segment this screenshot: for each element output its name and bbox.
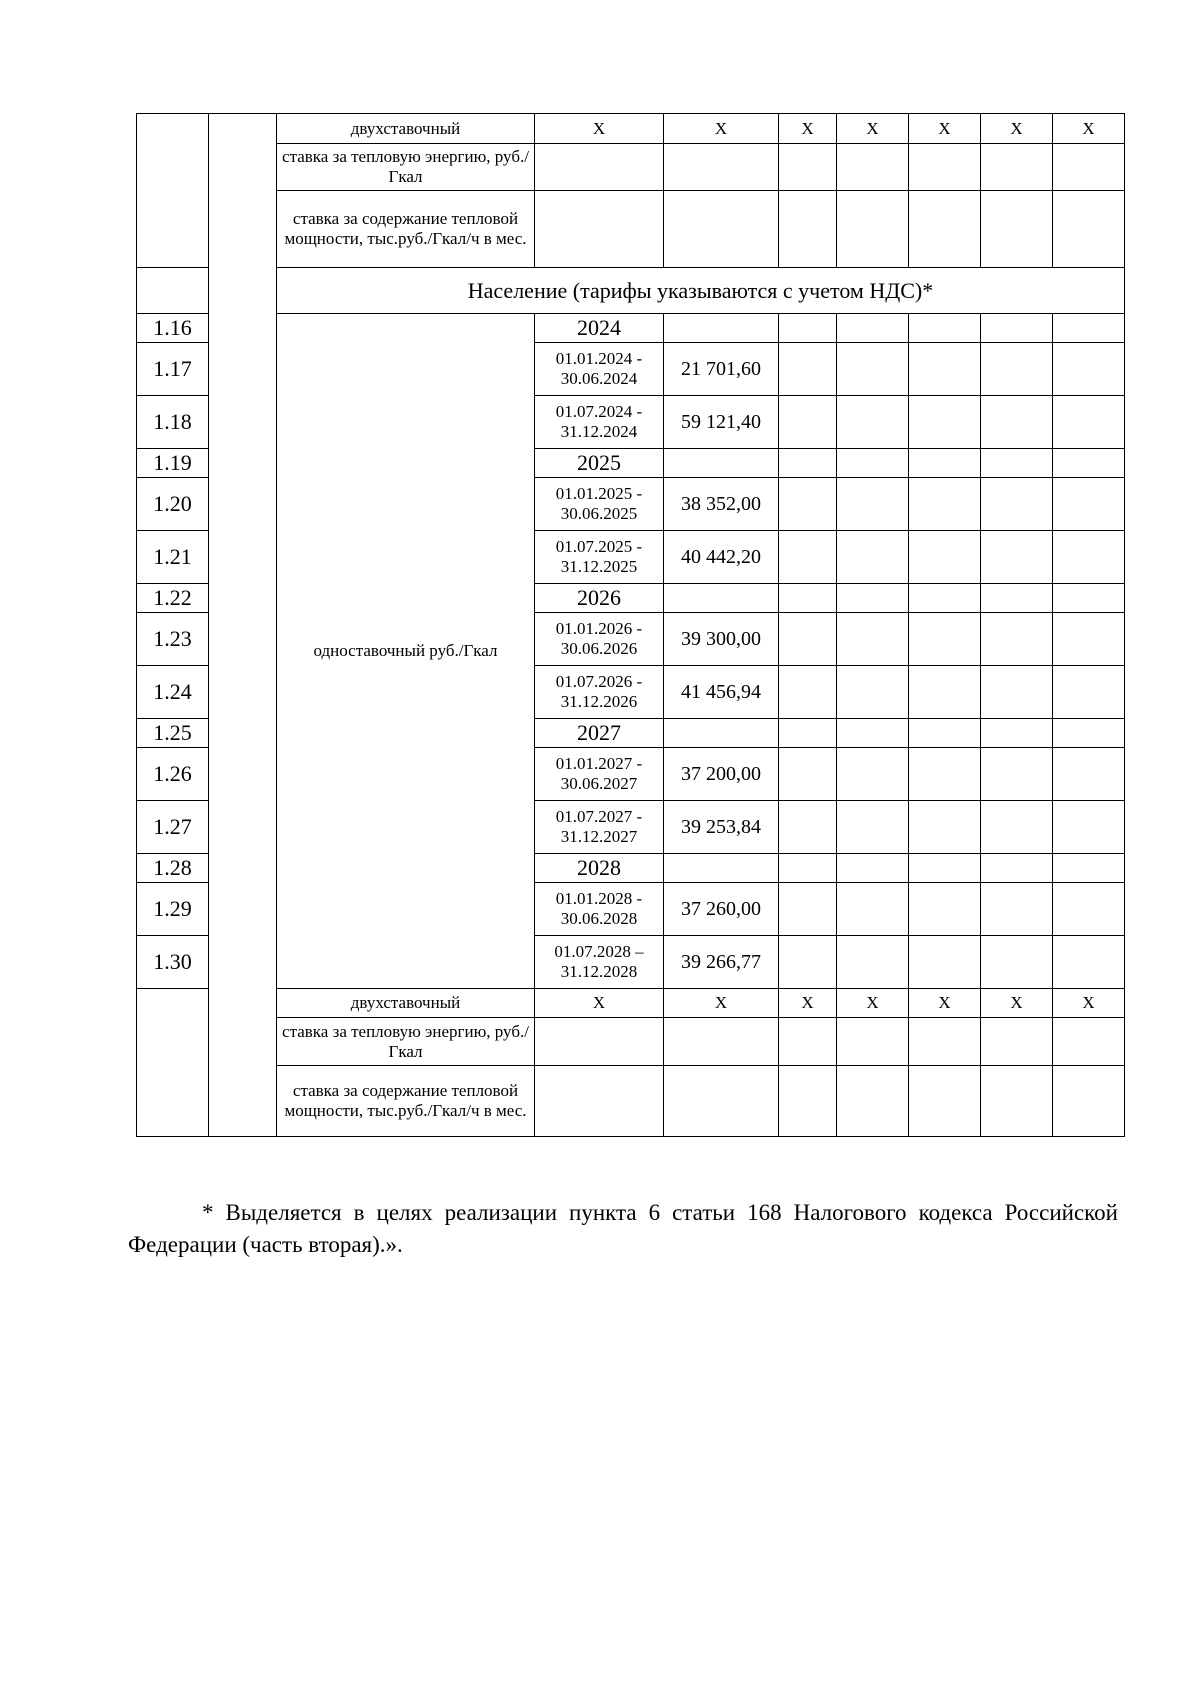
period-label: 01.07.2024 - 31.12.2024	[535, 396, 664, 449]
empty-cell	[779, 478, 837, 531]
number-cell	[137, 268, 209, 314]
two-part-row-bottom	[137, 989, 1125, 1018]
x-mark: X	[535, 989, 664, 1018]
empty-cell	[664, 191, 779, 268]
x-mark: X	[779, 114, 837, 144]
empty-cell	[909, 748, 981, 801]
empty-cell	[779, 936, 837, 989]
empty-cell	[837, 144, 909, 191]
empty-cell	[1053, 343, 1125, 396]
empty-cell	[837, 613, 909, 666]
empty-cell	[837, 191, 909, 268]
empty-cell	[837, 1018, 909, 1066]
empty-cell	[779, 613, 837, 666]
empty-cell	[1053, 191, 1125, 268]
empty-cell	[909, 613, 981, 666]
empty-cell	[909, 396, 981, 449]
x-mark: X	[779, 989, 837, 1018]
empty-cell	[1053, 396, 1125, 449]
empty-cell	[981, 1018, 1053, 1066]
empty-cell	[1053, 936, 1125, 989]
empty-cell	[981, 748, 1053, 801]
empty-cell	[909, 531, 981, 584]
empty-cell	[837, 314, 909, 343]
empty-cell	[1053, 883, 1125, 936]
tariff-value: 39 266,77	[664, 936, 779, 989]
period-label: 01.07.2028 – 31.12.2028	[535, 936, 664, 989]
x-mark: X	[1053, 989, 1125, 1018]
heat-rate-row-bottom	[137, 1018, 1125, 1066]
empty-cell	[1053, 748, 1125, 801]
empty-cell	[909, 1018, 981, 1066]
empty-cell	[664, 584, 779, 613]
empty-cell	[664, 854, 779, 883]
empty-cell	[779, 343, 837, 396]
empty-cell	[535, 191, 664, 268]
empty-cell	[981, 478, 1053, 531]
empty-cell	[981, 191, 1053, 268]
period-label: 01.01.2028 - 30.06.2028	[535, 883, 664, 936]
empty-cell	[779, 854, 837, 883]
empty-cell	[909, 191, 981, 268]
row-number: 1.19	[137, 449, 209, 478]
x-mark: X	[981, 114, 1053, 144]
empty-cell	[981, 531, 1053, 584]
empty-cell	[1053, 531, 1125, 584]
empty-cell	[909, 936, 981, 989]
x-mark: X	[909, 989, 981, 1018]
year-label: 2025	[535, 449, 664, 478]
year-label: 2026	[535, 584, 664, 613]
period-label: 01.07.2025 - 31.12.2025	[535, 531, 664, 584]
empty-cell	[664, 1018, 779, 1066]
empty-cell	[1053, 314, 1125, 343]
empty-cell	[909, 584, 981, 613]
footnote-text: * Выделяется в целях реализации пункта 6 статьи 168 Налогового кодекса Российской Федерации (часть вторая).».	[128, 1200, 1118, 1257]
row-number: 1.24	[137, 666, 209, 719]
x-mark: X	[535, 114, 664, 144]
row-number: 1.29	[137, 883, 209, 936]
empty-cell	[837, 719, 909, 748]
population-header-row	[137, 268, 1125, 314]
empty-cell	[664, 314, 779, 343]
heat-rate-label: ставка за тепловую энергию, руб./Гкал	[277, 1018, 535, 1066]
empty-cell	[837, 1066, 909, 1137]
x-mark: X	[837, 114, 909, 144]
row-number: 1.25	[137, 719, 209, 748]
empty-cell	[779, 584, 837, 613]
empty-cell	[909, 449, 981, 478]
empty-cell	[1053, 449, 1125, 478]
empty-cell	[779, 1018, 837, 1066]
row-number: 1.26	[137, 748, 209, 801]
row-number: 1.28	[137, 854, 209, 883]
empty-cell	[909, 1066, 981, 1137]
row-number: 1.17	[137, 343, 209, 396]
empty-cell	[664, 1066, 779, 1137]
empty-cell	[837, 478, 909, 531]
empty-cell	[837, 666, 909, 719]
tariff-value: 39 253,84	[664, 801, 779, 854]
empty-cell	[535, 1018, 664, 1066]
empty-cell	[837, 396, 909, 449]
number-cell	[137, 989, 209, 1137]
empty-cell	[1053, 1018, 1125, 1066]
row-number: 1.23	[137, 613, 209, 666]
two-part-label: двухставочный	[277, 989, 535, 1018]
two-part-label: двухставочный	[277, 114, 535, 144]
empty-cell	[837, 883, 909, 936]
empty-cell	[1053, 854, 1125, 883]
empty-cell	[837, 748, 909, 801]
empty-cell	[779, 719, 837, 748]
row-number: 1.21	[137, 531, 209, 584]
empty-cell	[837, 531, 909, 584]
empty-cell	[779, 666, 837, 719]
empty-cell	[981, 854, 1053, 883]
tariff-value: 21 701,60	[664, 343, 779, 396]
empty-cell	[981, 314, 1053, 343]
empty-cell	[981, 666, 1053, 719]
x-mark: X	[1053, 114, 1125, 144]
single-part-label: одноставочный руб./Гкал	[277, 314, 535, 989]
empty-cell	[1053, 478, 1125, 531]
row-number: 1.30	[137, 936, 209, 989]
empty-cell	[1053, 801, 1125, 854]
tariff-value: 40 442,20	[664, 531, 779, 584]
x-mark: X	[664, 989, 779, 1018]
capacity-rate-label: ставка за содержание тепловой мощности, тыс.руб./Гкал/ч в мес.	[277, 191, 535, 268]
empty-cell	[837, 449, 909, 478]
empty-cell	[779, 883, 837, 936]
empty-cell	[535, 144, 664, 191]
period-label: 01.07.2027 - 31.12.2027	[535, 801, 664, 854]
capacity-rate-label: ставка за содержание тепловой мощности, тыс.руб./Гкал/ч в мес.	[277, 1066, 535, 1137]
empty-cell	[1053, 1066, 1125, 1137]
empty-cell	[981, 343, 1053, 396]
x-mark: X	[981, 989, 1053, 1018]
footnote	[128, 1197, 1118, 1261]
empty-cell	[909, 801, 981, 854]
empty-cell	[779, 748, 837, 801]
empty-cell	[664, 144, 779, 191]
empty-cell	[1053, 144, 1125, 191]
year-label: 2024	[535, 314, 664, 343]
row-number: 1.22	[137, 584, 209, 613]
empty-cell	[779, 314, 837, 343]
period-label: 01.01.2024 - 30.06.2024	[535, 343, 664, 396]
tariff-table	[136, 113, 1125, 1137]
row-number: 1.20	[137, 478, 209, 531]
x-mark: X	[837, 989, 909, 1018]
empty-cell	[909, 854, 981, 883]
empty-cell	[837, 936, 909, 989]
empty-cell	[1053, 613, 1125, 666]
empty-cell	[981, 1066, 1053, 1137]
empty-cell	[909, 666, 981, 719]
empty-cell	[981, 449, 1053, 478]
empty-cell	[909, 883, 981, 936]
empty-cell	[664, 719, 779, 748]
tariff-value: 41 456,94	[664, 666, 779, 719]
empty-cell	[981, 936, 1053, 989]
empty-cell	[981, 584, 1053, 613]
year-row	[137, 314, 1125, 343]
tariff-value: 59 121,40	[664, 396, 779, 449]
row-number: 1.16	[137, 314, 209, 343]
empty-cell	[837, 584, 909, 613]
empty-cell	[981, 613, 1053, 666]
empty-cell	[779, 191, 837, 268]
capacity-rate-row-bottom	[137, 1066, 1125, 1137]
empty-cell	[1053, 584, 1125, 613]
empty-cell	[1053, 666, 1125, 719]
row-number: 1.18	[137, 396, 209, 449]
empty-cell	[981, 396, 1053, 449]
empty-cell	[779, 801, 837, 854]
empty-cell	[779, 1066, 837, 1137]
empty-cell	[909, 144, 981, 191]
heat-rate-label: ставка за тепловую энергию, руб./Гкал	[277, 144, 535, 191]
period-label: 01.07.2026 - 31.12.2026	[535, 666, 664, 719]
empty-cell	[909, 478, 981, 531]
empty-cell	[981, 801, 1053, 854]
row-number: 1.27	[137, 801, 209, 854]
period-label: 01.01.2025 - 30.06.2025	[535, 478, 664, 531]
empty-cell	[837, 343, 909, 396]
empty-cell	[1053, 719, 1125, 748]
empty-cell	[535, 1066, 664, 1137]
empty-cell	[981, 719, 1053, 748]
empty-cell	[779, 449, 837, 478]
empty-cell	[909, 343, 981, 396]
capacity-rate-row-top	[137, 191, 1125, 268]
empty-cell	[779, 531, 837, 584]
number-cell	[137, 114, 209, 268]
empty-cell	[981, 883, 1053, 936]
population-title: Население (тарифы указываются с учетом НДС)*	[277, 268, 1125, 314]
empty-cell	[909, 719, 981, 748]
x-mark: X	[909, 114, 981, 144]
group-cell	[209, 114, 277, 1137]
period-label: 01.01.2026 - 30.06.2026	[535, 613, 664, 666]
tariff-value: 37 200,00	[664, 748, 779, 801]
x-mark: X	[664, 114, 779, 144]
empty-cell	[981, 144, 1053, 191]
empty-cell	[837, 854, 909, 883]
two-part-row-top	[137, 114, 1125, 144]
empty-cell	[664, 449, 779, 478]
tariff-value: 37 260,00	[664, 883, 779, 936]
year-label: 2028	[535, 854, 664, 883]
empty-cell	[779, 396, 837, 449]
heat-rate-row-top	[137, 144, 1125, 191]
period-label: 01.01.2027 - 30.06.2027	[535, 748, 664, 801]
empty-cell	[779, 144, 837, 191]
empty-cell	[837, 801, 909, 854]
tariff-value: 38 352,00	[664, 478, 779, 531]
year-label: 2027	[535, 719, 664, 748]
tariff-value: 39 300,00	[664, 613, 779, 666]
empty-cell	[909, 314, 981, 343]
